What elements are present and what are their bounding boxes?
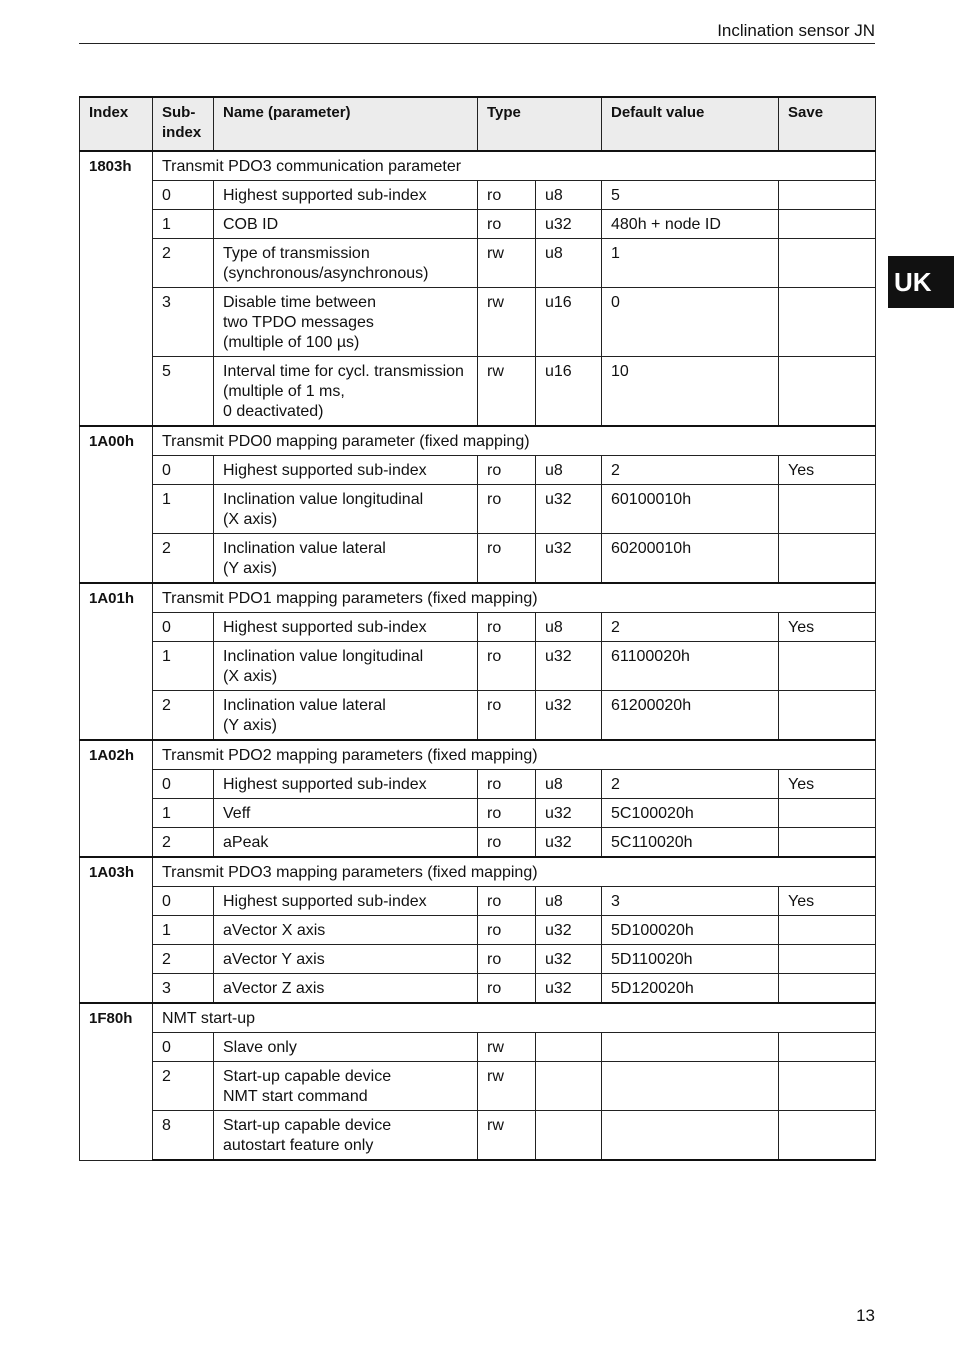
subindex-cell: 2 <box>153 1062 214 1111</box>
subindex-cell: 1 <box>153 799 214 828</box>
group-title: Transmit PDO1 mapping parameters (fixed mapping) <box>153 583 876 613</box>
parameter-group <box>80 857 876 1003</box>
access-type-cell: ro <box>478 642 536 691</box>
access-type-cell: ro <box>478 210 536 239</box>
subindex-cell: 1 <box>153 642 214 691</box>
table-row <box>80 288 876 357</box>
save-cell: Yes <box>779 456 876 485</box>
data-type-cell: u32 <box>536 974 602 1004</box>
parameter-name-cell: Slave only <box>214 1033 478 1062</box>
default-value-cell: 5C110020h <box>602 828 779 858</box>
group-title: Transmit PDO3 communication parameter <box>153 151 876 181</box>
access-type-cell: ro <box>478 485 536 534</box>
default-value-cell: 2 <box>602 770 779 799</box>
data-type-cell: u16 <box>536 288 602 357</box>
save-cell <box>779 691 876 741</box>
parameter-name-cell: aVector Y axis <box>214 945 478 974</box>
table-row <box>80 770 876 799</box>
data-type-cell: u32 <box>536 945 602 974</box>
save-cell <box>779 945 876 974</box>
table-row <box>80 945 876 974</box>
default-value-cell: 480h + node ID <box>602 210 779 239</box>
subindex-cell: 2 <box>153 945 214 974</box>
subindex-cell: 2 <box>153 828 214 858</box>
parameter-name-cell: COB ID <box>214 210 478 239</box>
access-type-cell: rw <box>478 357 536 427</box>
table-row <box>80 642 876 691</box>
default-value-cell: 5C100020h <box>602 799 779 828</box>
table-row <box>80 1111 876 1161</box>
object-index: 1A03h <box>80 857 153 1003</box>
access-type-cell: ro <box>478 613 536 642</box>
save-cell: Yes <box>779 770 876 799</box>
access-type-cell: rw <box>478 239 536 288</box>
access-type-cell: ro <box>478 945 536 974</box>
data-type-cell: u32 <box>536 799 602 828</box>
save-cell <box>779 181 876 210</box>
subindex-cell: 2 <box>153 534 214 584</box>
default-value-cell <box>602 1111 779 1161</box>
parameter-name-cell: aVector X axis <box>214 916 478 945</box>
subindex-cell: 2 <box>153 239 214 288</box>
document-title: Inclination sensor JN <box>717 21 875 40</box>
default-value-cell: 60200010h <box>602 534 779 584</box>
save-cell <box>779 1033 876 1062</box>
table-row <box>80 239 876 288</box>
default-value-cell <box>602 1062 779 1111</box>
access-type-cell: ro <box>478 887 536 916</box>
subindex-cell: 5 <box>153 357 214 427</box>
save-cell <box>779 239 876 288</box>
subindex-cell: 1 <box>153 210 214 239</box>
data-type-cell: u8 <box>536 887 602 916</box>
default-value-cell: 61100020h <box>602 642 779 691</box>
default-value-cell: 5D100020h <box>602 916 779 945</box>
data-type-cell: u32 <box>536 691 602 741</box>
table-row <box>80 357 876 427</box>
default-value-cell: 3 <box>602 887 779 916</box>
table-row <box>80 1062 876 1111</box>
object-index: 1803h <box>80 151 153 426</box>
parameter-name-cell: Start-up capable device autostart feature only <box>214 1111 478 1161</box>
parameter-group <box>80 740 876 857</box>
table-row <box>80 799 876 828</box>
table-row <box>80 181 876 210</box>
group-title-row <box>80 426 876 456</box>
subindex-cell: 0 <box>153 1033 214 1062</box>
subindex-cell: 1 <box>153 916 214 945</box>
data-type-cell <box>536 1062 602 1111</box>
parameter-table <box>79 96 876 1161</box>
group-title: Transmit PDO3 mapping parameters (fixed mapping) <box>153 857 876 887</box>
default-value-cell: 61200020h <box>602 691 779 741</box>
access-type-cell: ro <box>478 691 536 741</box>
access-type-cell: rw <box>478 288 536 357</box>
subindex-cell: 2 <box>153 691 214 741</box>
subindex-cell: 8 <box>153 1111 214 1161</box>
group-title: Transmit PDO0 mapping parameter (fixed mapping) <box>153 426 876 456</box>
save-cell <box>779 534 876 584</box>
column-header-type: Type <box>478 97 602 151</box>
parameter-name-cell: Start-up capable device NMT start command <box>214 1062 478 1111</box>
data-type-cell: u32 <box>536 642 602 691</box>
group-title: NMT start-up <box>153 1003 876 1033</box>
save-cell <box>779 974 876 1004</box>
group-title-row <box>80 583 876 613</box>
group-title-row <box>80 740 876 770</box>
parameter-name-cell: Disable time between two TPDO messages (multiple of 100 µs) <box>214 288 478 357</box>
table-row <box>80 691 876 741</box>
column-header-index: Index <box>80 97 153 151</box>
table-row <box>80 210 876 239</box>
parameter-name-cell: Highest supported sub-index <box>214 456 478 485</box>
default-value-cell <box>602 1033 779 1062</box>
save-cell <box>779 828 876 858</box>
save-cell <box>779 916 876 945</box>
subindex-cell: 0 <box>153 456 214 485</box>
save-cell <box>779 357 876 427</box>
group-title-row <box>80 1003 876 1033</box>
header-divider <box>79 43 875 44</box>
subindex-cell: 3 <box>153 288 214 357</box>
table-header-row <box>80 97 876 151</box>
data-type-cell: u16 <box>536 357 602 427</box>
access-type-cell: ro <box>478 534 536 584</box>
data-type-cell: u8 <box>536 239 602 288</box>
data-type-cell: u32 <box>536 210 602 239</box>
data-type-cell: u8 <box>536 181 602 210</box>
default-value-cell: 1 <box>602 239 779 288</box>
parameter-group <box>80 426 876 583</box>
parameter-group <box>80 151 876 426</box>
column-header-subindex: Sub- index <box>153 97 214 151</box>
column-header-default: Default value <box>602 97 779 151</box>
subindex-cell: 0 <box>153 887 214 916</box>
data-type-cell: u32 <box>536 916 602 945</box>
save-cell <box>779 1062 876 1111</box>
object-index: 1F80h <box>80 1003 153 1160</box>
subindex-cell: 3 <box>153 974 214 1004</box>
table-row <box>80 974 876 1004</box>
table-row <box>80 456 876 485</box>
parameter-name-cell: Highest supported sub-index <box>214 181 478 210</box>
data-type-cell: u8 <box>536 456 602 485</box>
access-type-cell: ro <box>478 828 536 858</box>
parameter-name-cell: Interval time for cycl. transmission (multiple of 1 ms, 0 deactivated) <box>214 357 478 427</box>
data-type-cell <box>536 1111 602 1161</box>
page-number: 13 <box>856 1306 875 1325</box>
access-type-cell: ro <box>478 456 536 485</box>
parameter-name-cell: Inclination value lateral (Y axis) <box>214 691 478 741</box>
save-cell: Yes <box>779 613 876 642</box>
default-value-cell: 0 <box>602 288 779 357</box>
group-title-row <box>80 857 876 887</box>
access-type-cell: rw <box>478 1111 536 1161</box>
parameter-name-cell: Type of transmission (synchronous/asynchronous) <box>214 239 478 288</box>
data-type-cell <box>536 1033 602 1062</box>
parameter-name-cell: Inclination value longitudinal (X axis) <box>214 642 478 691</box>
default-value-cell: 2 <box>602 456 779 485</box>
save-cell <box>779 799 876 828</box>
parameter-name-cell: Highest supported sub-index <box>214 887 478 916</box>
save-cell <box>779 288 876 357</box>
default-value-cell: 10 <box>602 357 779 427</box>
group-title: Transmit PDO2 mapping parameters (fixed mapping) <box>153 740 876 770</box>
language-tab: UK <box>888 256 954 308</box>
save-cell <box>779 642 876 691</box>
save-cell <box>779 485 876 534</box>
access-type-cell: ro <box>478 770 536 799</box>
subindex-cell: 1 <box>153 485 214 534</box>
table-row <box>80 828 876 858</box>
data-type-cell: u32 <box>536 828 602 858</box>
parameter-name-cell: Inclination value longitudinal (X axis) <box>214 485 478 534</box>
table-row <box>80 916 876 945</box>
object-index: 1A01h <box>80 583 153 740</box>
table-row <box>80 1033 876 1062</box>
data-type-cell: u8 <box>536 613 602 642</box>
default-value-cell: 60100010h <box>602 485 779 534</box>
parameter-group <box>80 1003 876 1160</box>
default-value-cell: 5D110020h <box>602 945 779 974</box>
data-type-cell: u32 <box>536 534 602 584</box>
default-value-cell: 2 <box>602 613 779 642</box>
save-cell <box>779 1111 876 1161</box>
save-cell <box>779 210 876 239</box>
column-header-save: Save <box>779 97 876 151</box>
subindex-cell: 0 <box>153 613 214 642</box>
table-row <box>80 613 876 642</box>
access-type-cell: ro <box>478 974 536 1004</box>
group-title-row <box>80 151 876 181</box>
default-value-cell: 5 <box>602 181 779 210</box>
parameter-group <box>80 583 876 740</box>
access-type-cell: ro <box>478 916 536 945</box>
access-type-cell: ro <box>478 181 536 210</box>
table-row <box>80 485 876 534</box>
parameter-name-cell: Inclination value lateral (Y axis) <box>214 534 478 584</box>
data-type-cell: u8 <box>536 770 602 799</box>
table-row <box>80 887 876 916</box>
parameter-name-cell: aVector Z axis <box>214 974 478 1004</box>
object-index: 1A02h <box>80 740 153 857</box>
save-cell: Yes <box>779 887 876 916</box>
subindex-cell: 0 <box>153 181 214 210</box>
table-row <box>80 534 876 584</box>
parameter-name-cell: Highest supported sub-index <box>214 613 478 642</box>
access-type-cell: rw <box>478 1033 536 1062</box>
object-index: 1A00h <box>80 426 153 583</box>
column-header-name: Name (parameter) <box>214 97 478 151</box>
parameter-name-cell: Veff <box>214 799 478 828</box>
subindex-cell: 0 <box>153 770 214 799</box>
default-value-cell: 5D120020h <box>602 974 779 1004</box>
access-type-cell: ro <box>478 799 536 828</box>
data-type-cell: u32 <box>536 485 602 534</box>
parameter-name-cell: Highest supported sub-index <box>214 770 478 799</box>
parameter-name-cell: aPeak <box>214 828 478 858</box>
access-type-cell: rw <box>478 1062 536 1111</box>
